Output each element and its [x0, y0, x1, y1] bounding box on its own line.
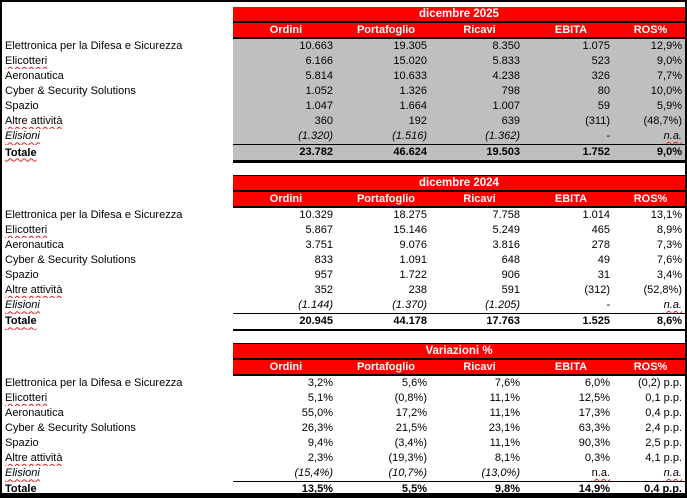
value-cell: 10,0% — [616, 84, 685, 99]
spacer-cell — [2, 176, 233, 192]
value-cell: (0,8%) — [394, 392, 427, 404]
value-cell: 21,5% — [395, 422, 427, 434]
table-row — [2, 84, 685, 99]
table-title-row — [2, 344, 685, 360]
column-header-ros: ROS% — [616, 359, 685, 375]
column-header-ebita: EBITA — [526, 22, 616, 38]
value-cell: 5,6% — [401, 377, 427, 389]
value-cell: 7,7% — [616, 69, 685, 84]
value-cell: 1.752 — [526, 145, 616, 162]
value-cell: 17,2% — [395, 407, 427, 419]
value-cell: 5,9% — [616, 99, 685, 114]
value-cell: (1.362) — [433, 129, 526, 145]
value-cell: 465 — [591, 224, 610, 236]
value-cell: 90,3% — [578, 437, 610, 449]
column-header-ros: ROS% — [616, 191, 685, 207]
value-cell: 2,4 p.p. — [645, 422, 682, 434]
table-variazioni — [2, 343, 685, 498]
value-cell: 8.350 — [433, 38, 526, 54]
column-header-row — [2, 359, 685, 375]
column-header-row — [2, 22, 685, 38]
value-cell: 19.305 — [339, 38, 433, 54]
column-header-ricavi: Ricavi — [433, 22, 526, 38]
row-label: Cyber & Security Solutions — [5, 254, 136, 266]
value-cell: 13,5% — [233, 482, 339, 498]
value-cell: 1.007 — [433, 99, 526, 114]
value-cell: 8,9% — [656, 224, 682, 236]
row-label: Totale — [5, 483, 37, 496]
value-cell: 80 — [526, 84, 616, 99]
column-header-ebita: EBITA — [526, 191, 616, 207]
value-cell: 15.146 — [393, 224, 427, 236]
table-row — [2, 466, 685, 482]
table-head — [2, 176, 685, 208]
value-cell: 46.624 — [339, 145, 433, 162]
value-cell: (1.516) — [339, 129, 433, 145]
value-cell: 15.020 — [339, 54, 433, 69]
value-cell: 0,4 p.p. — [616, 482, 685, 498]
value-cell: 9,4% — [307, 437, 333, 449]
value-cell: (1.320) — [233, 129, 339, 145]
table-body — [2, 38, 685, 162]
value-cell: n.a. — [663, 299, 682, 311]
row-label: Elicotteri — [5, 224, 48, 236]
column-header-ros: ROS% — [616, 22, 685, 38]
value-cell: 26,3% — [301, 422, 333, 434]
value-cell: 3.816 — [492, 239, 520, 251]
table-dicembre-2025 — [2, 7, 685, 163]
table-title-row — [2, 7, 685, 22]
value-cell: 9,0% — [616, 54, 685, 69]
table-row — [2, 207, 685, 223]
column-header-ordini: Ordini — [233, 22, 339, 38]
table-row — [2, 406, 685, 421]
value-cell: (1.144) — [298, 299, 333, 311]
value-cell: 49 — [597, 254, 610, 266]
column-header-ordini: Ordini — [233, 191, 339, 207]
value-cell: 8,6% — [616, 314, 685, 331]
table-row — [2, 253, 685, 268]
value-cell: 7.758 — [492, 209, 520, 221]
row-label: Elicotteri — [5, 392, 48, 404]
value-cell: 5,5% — [339, 482, 433, 498]
value-cell: 1.525 — [526, 314, 616, 331]
value-cell: 11,1% — [489, 407, 520, 419]
value-cell: 1.664 — [339, 99, 433, 114]
row-label: Cyber & Security Solutions — [5, 422, 136, 434]
column-header-portafoglio: Portafoglio — [339, 191, 433, 207]
table-head — [2, 344, 685, 376]
row-label: Spazio — [5, 437, 39, 449]
value-cell: 17,3% — [578, 407, 610, 419]
value-cell: (0,2) p.p. — [637, 377, 682, 389]
value-cell: - — [526, 129, 616, 145]
value-cell: (13,0%) — [481, 467, 520, 479]
value-cell: 12,9% — [616, 38, 685, 54]
value-cell: 1.052 — [233, 84, 339, 99]
value-cell: 11,1% — [489, 437, 520, 449]
value-cell: (52,8%) — [643, 284, 682, 296]
value-cell: 1.722 — [399, 269, 427, 281]
value-cell: 55,0% — [301, 407, 333, 419]
table-row — [2, 298, 685, 314]
table-row — [2, 223, 685, 238]
value-cell: (312) — [584, 284, 610, 296]
table-row — [2, 238, 685, 253]
value-cell: 3.751 — [305, 239, 333, 251]
value-cell: 0,4 p.p. — [645, 407, 682, 419]
value-cell: 14,9% — [526, 482, 616, 498]
table-row — [2, 314, 685, 331]
value-cell: 18.275 — [393, 209, 427, 221]
table-dicembre-2024 — [2, 175, 685, 331]
value-cell: 1.326 — [339, 84, 433, 99]
row-label: Altre attività — [5, 284, 63, 296]
value-cell: 5.867 — [305, 224, 333, 236]
value-cell: n.a. — [591, 467, 610, 479]
value-cell: 3,2% — [307, 377, 333, 389]
table-row — [2, 375, 685, 391]
value-cell: 8,1% — [494, 452, 520, 464]
value-cell: 3,4% — [656, 269, 682, 281]
value-cell: 278 — [591, 239, 610, 251]
value-cell: 833 — [314, 254, 333, 266]
spacer-cell — [2, 344, 233, 360]
value-cell: 648 — [501, 254, 520, 266]
value-cell: 238 — [408, 284, 427, 296]
column-header-ebita: EBITA — [526, 359, 616, 375]
table-row — [2, 99, 685, 114]
value-cell: (1.205) — [485, 299, 520, 311]
value-cell: 19.503 — [433, 145, 526, 162]
value-cell: 360 — [233, 114, 339, 129]
value-cell: - — [606, 299, 610, 311]
value-cell: 6.166 — [233, 54, 339, 69]
table-row — [2, 283, 685, 298]
value-cell: 17.763 — [433, 314, 526, 331]
value-cell: 5,1% — [307, 392, 333, 404]
row-label: Altre attività — [5, 452, 63, 464]
value-cell: 352 — [314, 284, 333, 296]
table-row — [2, 38, 685, 54]
row-label: Spazio — [5, 269, 39, 281]
value-cell: (48,7%) — [616, 114, 685, 129]
value-cell: 192 — [339, 114, 433, 129]
value-cell: 5.249 — [492, 224, 520, 236]
table-row — [2, 451, 685, 466]
value-cell: n.a. — [616, 129, 685, 145]
value-cell: (19,3%) — [388, 452, 427, 464]
value-cell: 63,3% — [578, 422, 610, 434]
row-label: Totale — [5, 315, 37, 328]
row-label: Elettronica per la Difesa e Sicurezza — [5, 39, 183, 52]
row-label: Cyber & Security Solutions — [5, 85, 136, 97]
value-cell: 20.945 — [233, 314, 339, 331]
value-cell: 523 — [526, 54, 616, 69]
column-header-ricavi: Ricavi — [433, 359, 526, 375]
value-cell: (3,4%) — [394, 437, 427, 449]
table-row — [2, 421, 685, 436]
value-cell: 0,3% — [584, 452, 610, 464]
value-cell: 1.091 — [399, 254, 427, 266]
value-cell: 906 — [501, 269, 520, 281]
value-cell: (1.370) — [392, 299, 427, 311]
value-cell: 5.833 — [433, 54, 526, 69]
table-title: dicembre 2025 — [233, 7, 685, 22]
value-cell: 9,0% — [616, 145, 685, 162]
row-label: Elicotteri — [5, 55, 48, 67]
row-label: Aeronautica — [5, 70, 64, 82]
table-row — [2, 54, 685, 69]
value-cell: 639 — [433, 114, 526, 129]
column-header-ricavi: Ricavi — [433, 191, 526, 207]
value-cell: 10.329 — [299, 209, 333, 221]
row-label: Aeronautica — [5, 239, 64, 251]
table-body — [2, 207, 685, 330]
table-title: dicembre 2024 — [233, 176, 685, 192]
table-row — [2, 69, 685, 84]
spacer-cell — [2, 191, 233, 207]
value-cell: 59 — [526, 99, 616, 114]
row-label: Altre attività — [5, 115, 63, 127]
value-cell: 2,5 p.p. — [645, 437, 682, 449]
value-cell: (311) — [526, 114, 616, 129]
value-cell: 591 — [501, 284, 520, 296]
value-cell: 1.014 — [582, 209, 610, 221]
table-row — [2, 391, 685, 406]
column-header-row — [2, 191, 685, 207]
column-header-portafoglio: Portafoglio — [339, 22, 433, 38]
row-label: Aeronautica — [5, 407, 64, 419]
value-cell: (10,7%) — [388, 467, 427, 479]
value-cell: 10.633 — [339, 69, 433, 84]
spacer-cell — [2, 7, 233, 22]
value-cell: 7,6% — [656, 254, 682, 266]
value-cell: 5.814 — [233, 69, 339, 84]
table-row — [2, 114, 685, 129]
value-cell: 12,5% — [578, 392, 610, 404]
column-header-ordini: Ordini — [233, 359, 339, 375]
value-cell: 0,1 p.p. — [645, 392, 682, 404]
value-cell: 1.075 — [526, 38, 616, 54]
value-cell: 44.178 — [339, 314, 433, 331]
value-cell: 4.238 — [433, 69, 526, 84]
table-head — [2, 7, 685, 38]
table-title-row — [2, 176, 685, 192]
row-label: Elisioni — [5, 299, 40, 312]
value-cell: 6,0% — [584, 377, 610, 389]
value-cell: 957 — [314, 269, 333, 281]
value-cell: 1.047 — [233, 99, 339, 114]
value-cell: 7,6% — [494, 377, 520, 389]
spacer-cell — [2, 22, 233, 38]
value-cell: 9,8% — [433, 482, 526, 498]
value-cell: 4,1 p.p. — [645, 452, 682, 464]
row-label: Elettronica per la Difesa e Sicurezza — [5, 208, 183, 221]
value-cell: 9.076 — [399, 239, 427, 251]
value-cell: n.a. — [663, 467, 682, 479]
value-cell: 11,1% — [489, 392, 520, 404]
value-cell: 31 — [597, 269, 610, 281]
table-row — [2, 129, 685, 145]
table-title: Variazioni % — [233, 344, 685, 360]
value-cell: 7,3% — [656, 239, 682, 251]
row-label: Elisioni — [5, 467, 40, 480]
table-body — [2, 375, 685, 498]
value-cell: 326 — [526, 69, 616, 84]
table-row — [2, 145, 685, 162]
value-cell: 2,3% — [307, 452, 333, 464]
column-header-portafoglio: Portafoglio — [339, 359, 433, 375]
spacer-cell — [2, 359, 233, 375]
row-label: Elisioni — [5, 130, 40, 143]
value-cell: 23.782 — [233, 145, 339, 162]
table-row — [2, 436, 685, 451]
value-cell: 10.663 — [233, 38, 339, 54]
row-label: Elettronica per la Difesa e Sicurezza — [5, 376, 183, 389]
table-row — [2, 268, 685, 283]
value-cell: 23,1% — [488, 422, 520, 434]
value-cell: 798 — [433, 84, 526, 99]
value-cell: (15,4%) — [294, 467, 333, 479]
value-cell: 13,1% — [650, 209, 682, 221]
row-label: Totale — [5, 146, 37, 159]
table-row — [2, 482, 685, 498]
row-label: Spazio — [5, 100, 39, 112]
